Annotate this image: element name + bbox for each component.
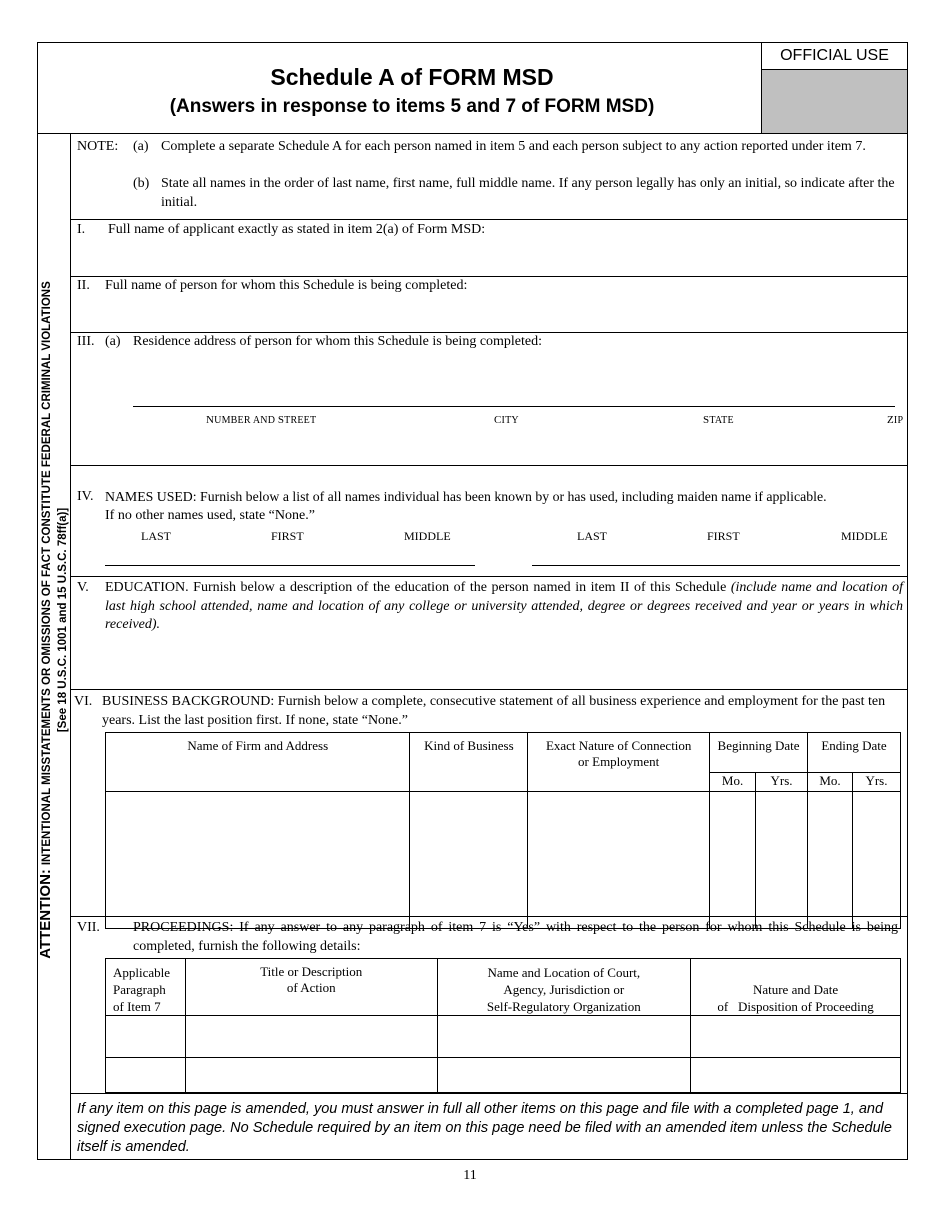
section-vi-number: VI. [74,694,93,709]
section-ii-number: II. [77,278,90,293]
begin-month-cell[interactable] [710,792,756,929]
col-beginning-date: Beginning Date [710,733,808,773]
end-years-cell[interactable] [852,792,900,929]
col-nature-date-disposition: Nature and Date of Disposition of Proceeding [691,959,901,1016]
form-subtitle: (Answers in response to items 5 and 7 of FORM MSD) [169,96,655,117]
section-iii-marker: (a) [105,334,121,349]
col-title-description: Title or Description of Action [185,959,437,1016]
proceedings-table [105,958,901,1093]
attention-sidebar [37,240,71,1000]
section-i-label: Full name of applicant exactly as stated in item 2(a) of Form MSD: [108,222,486,237]
names-used-col-middle-1: MIDDLE [404,529,451,543]
names-used-col-last-2: LAST [577,529,607,543]
names-used-field-2[interactable] [532,545,900,565]
proceeding-court-cell[interactable] [437,1016,691,1058]
section-vii-number: VII. [77,920,100,935]
col-begin-years: Yrs. [756,773,808,792]
section-vi-text: BUSINESS BACKGROUND: Furnish below a complete, consecutive statement of all business experience and employment for the past ten years. List the last position first. If none, state “None.” [102,694,886,728]
col-kind-of-business: Kind of Business [410,733,528,792]
official-use-box [761,42,907,133]
col-end-month: Mo. [808,773,853,792]
official-use-shaded-area [762,70,907,133]
section-v-text [105,579,903,635]
official-use-label: OFFICIAL USE [762,42,907,70]
applicant-name-field[interactable] [75,242,903,272]
address-line [133,406,895,407]
section-v-number: V. [77,580,89,595]
note-a-text: Complete a separate Schedule A for each person named in item 5 and each person subject to any action reported under item 7. [161,139,866,154]
firm-name-address-cell[interactable] [106,792,410,929]
col-nature-of-connection: Exact Nature of Connection or Employment [528,733,710,792]
city-label: CITY [494,414,519,426]
form-title: Schedule A of FORM MSD [270,64,554,90]
section-iii-number: III. [77,334,95,349]
table-row [106,1016,901,1058]
page-number: 11 [463,1168,477,1183]
col-end-years: Yrs. [852,773,900,792]
attention-label: ATTENTION: [37,869,54,959]
education-instructions: (include name and location of last high school attended, name and location of any college or university attended, degree or degrees received and year or years in which received). [105,580,904,632]
col-begin-month: Mo. [710,773,756,792]
education-field[interactable] [75,640,903,685]
residence-address-field[interactable] [133,370,895,406]
business-background-table [105,732,901,929]
col-ending-date: Ending Date [808,733,901,773]
note-b-marker: (b) [133,176,150,191]
proceeding-title-cell[interactable] [185,1016,437,1058]
section-iv-line2: If no other names used, state “None.” [105,508,315,523]
proceeding-paragraph-cell[interactable] [106,1058,186,1093]
kind-of-business-cell[interactable] [410,792,528,929]
proceeding-paragraph-cell[interactable] [106,1016,186,1058]
names-used-field-1[interactable] [105,545,475,565]
nature-of-connection-cell[interactable] [528,792,710,929]
section-i-number: I. [77,222,86,237]
state-label: STATE [703,414,734,426]
statute-citation: [See 18 U.S.C. 1001 and 15 U.S.C. 78ff(a)] [57,507,69,733]
amendment-instructions: If any item on this page is amended, you must answer in full all other items on this page and file with a completed page 1, and signed execution page. No Schedule required by an item on this page need be filed with an amended item unless the Schedule itself is amended. [77,1101,892,1155]
criminal-violation-warning: INTENTIONAL MISSTATEMENTS OR OMISSIONS OF FACT CONSTITUTE FEDERAL CRIMINAL VIOLATIONS [41,281,53,866]
section-iv-number: IV. [77,489,94,504]
section-ii-label: Full name of person for whom this Schedule is being completed: [105,278,468,293]
person-name-field[interactable] [75,298,903,328]
note-b-text: State all names in the order of last name, first name, full middle name. If any person legally has only an initial, so indicate after the initial. [161,176,895,210]
table-row [106,1058,901,1093]
col-firm-name-address: Name of Firm and Address [106,733,410,792]
section-vii-text: PROCEEDINGS: If any answer to any paragraph of item 7 is “Yes” with respect to the person for whom this Schedule is being completed, furnish the following details: [133,920,898,954]
proceeding-title-cell[interactable] [185,1058,437,1093]
names-used-col-first-2: FIRST [707,529,740,543]
note-label: NOTE: [77,139,119,154]
names-used-col-first-1: FIRST [271,529,304,543]
table-row [106,792,901,929]
names-used-line-1 [105,565,475,566]
names-used-col-middle-2: MIDDLE [841,529,888,543]
section-iii-label: Residence address of person for whom this Schedule is being completed: [133,334,543,349]
names-used-col-last-1: LAST [141,529,171,543]
proceeding-court-cell[interactable] [437,1058,691,1093]
col-applicable-paragraph: Applicable Paragraph of Item 7 [106,959,186,1016]
end-month-cell[interactable] [808,792,853,929]
names-used-line-2 [532,565,900,566]
begin-years-cell[interactable] [756,792,808,929]
section-iv-line1: NAMES USED: Furnish below a list of all names individual has been known by or has used, including maiden name if applicable. [105,489,827,504]
education-heading: EDUCATION. Furnish below a description of the education of the person named in item II of this Schedule [105,580,731,595]
note-a-marker: (a) [133,139,149,154]
col-court-agency: Name and Location of Court, Agency, Jurisdiction or Self-Regulatory Organization [437,959,691,1016]
proceeding-disposition-cell[interactable] [691,1058,901,1093]
proceeding-disposition-cell[interactable] [691,1016,901,1058]
zip-label: ZIP [887,414,904,426]
number-and-street-label: NUMBER AND STREET [206,414,317,426]
